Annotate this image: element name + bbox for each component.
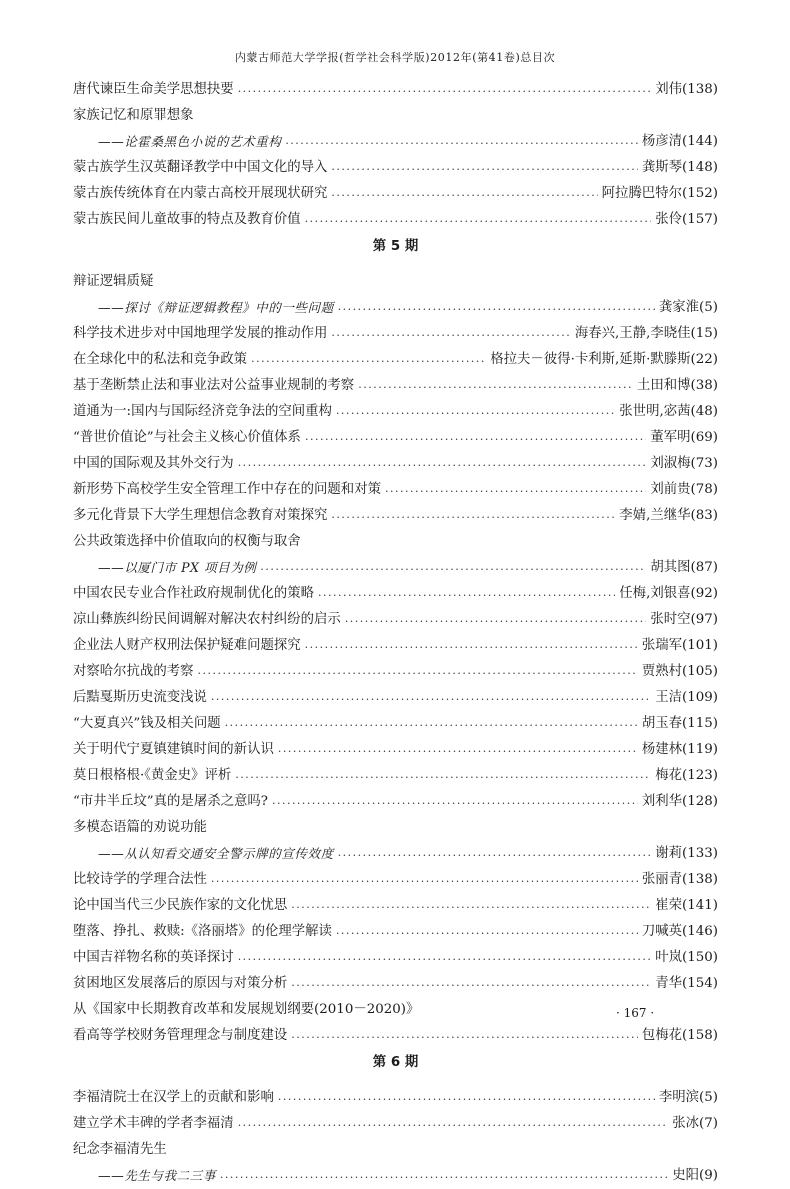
entry-author-page: 海春兴,王静,李晓佳(15) <box>574 326 718 341</box>
dot-leader <box>336 923 638 945</box>
entry-title: 中国农民专业合作社政府规制优化的策略 <box>73 586 315 601</box>
dot-leader <box>198 663 638 685</box>
entry-author-page: 任梅,刘银喜(92) <box>619 586 718 601</box>
toc-entry <box>73 659 718 685</box>
entry-author-page: 刘利华(128) <box>641 794 718 809</box>
entry-author-page: 张世明,宓茜(48) <box>619 404 718 419</box>
dot-leader <box>318 585 615 607</box>
entry-title: 李福清院士在汉学上的贡献和影响 <box>73 1090 274 1105</box>
entry-author-page: 张冰(7) <box>672 1116 718 1131</box>
entry-title: 多元化背景下大学生理想信念教育对策探究 <box>73 508 328 523</box>
toc-entry <box>73 945 718 971</box>
entry-title: “市井半丘坟”真的是屠杀之意吗? <box>73 794 268 809</box>
entry-title: 蒙古族民间儿童故事的特点及教育价值 <box>73 212 301 227</box>
toc-subtitle-entry <box>73 841 718 867</box>
entry-author-page: 青华(154) <box>655 976 718 991</box>
entry-author-page: 梅花(123) <box>655 768 718 783</box>
dot-leader <box>272 793 638 815</box>
toc-entry <box>73 477 718 503</box>
entry-author-page: 胡玉春(115) <box>641 716 718 731</box>
toc-entry <box>73 971 718 997</box>
entry-author-page: 杨建林(119) <box>641 742 718 757</box>
dot-leader <box>331 507 615 529</box>
toc-entry <box>73 399 718 425</box>
entry-title: 蒙古族学生汉英翻译教学中中国文化的导入 <box>73 160 328 175</box>
toc-subtitle-entry <box>73 295 718 321</box>
dot-leader <box>238 949 652 971</box>
toc-title-line: 家族记忆和原罪想象 <box>73 108 194 123</box>
entry-title: 比较诗学的学理合法性 <box>73 872 207 887</box>
entry-title: 中国的国际观及其外交行为 <box>73 456 234 471</box>
dot-leader <box>220 1167 668 1189</box>
entry-title: 道通为一:国内与国际经济竞争法的空间重构 <box>73 404 332 419</box>
toc-entry <box>73 789 718 815</box>
entry-author-page: 胡其图(87) <box>650 560 718 575</box>
entry-author-page: 李婧,兰继华(83) <box>619 508 718 523</box>
entry-author-page: 张伶(157) <box>655 212 718 227</box>
page-number: · 167 · <box>616 1006 655 1020</box>
entry-author-page: 阿拉腾巴特尔(152) <box>601 186 718 201</box>
entry-author-page: 张瑞军(101) <box>641 638 718 653</box>
toc-entry <box>73 77 718 103</box>
toc-title-line: 纪念李福清先生 <box>73 1142 167 1157</box>
dot-leader <box>338 299 655 321</box>
entry-author-page: 董军明(69) <box>650 430 718 445</box>
dot-leader <box>331 159 637 181</box>
entry-title: 贫困地区发展落后的原因与对策分析 <box>73 976 288 991</box>
dot-leader <box>211 689 651 711</box>
entry-title: 基于垄断禁止法和事业法对公益事业规制的考察 <box>73 378 355 393</box>
toc-entry <box>73 685 718 711</box>
toc-entry <box>73 321 718 347</box>
entry-title: “普世价值论”与社会主义核心价值体系 <box>73 430 301 445</box>
section-spacer <box>73 261 718 269</box>
toc-entry <box>73 737 718 763</box>
toc-entry <box>73 633 718 659</box>
entry-title: 科学技术进步对中国地理学发展的推动作用 <box>73 326 328 341</box>
entry-author-page: 刀喊英(146) <box>641 924 718 939</box>
dot-leader <box>305 429 646 451</box>
dot-leader <box>291 897 651 919</box>
dot-leader <box>331 325 570 347</box>
toc-title-line: 从《国家中长期教育改革和发展规划纲要(2010－2020)》 <box>73 1002 420 1017</box>
entry-author-page: 格拉夫－彼得·卡利斯,延斯·默滕斯(22) <box>490 352 718 367</box>
dot-leader <box>305 637 638 659</box>
entry-author-page: 谢莉(133) <box>655 846 718 861</box>
entry-author-page: 包梅花(158) <box>641 1028 718 1043</box>
table-of-contents <box>73 77 718 1189</box>
toc-subtitle-entry <box>73 1163 718 1189</box>
dot-leader <box>225 715 638 737</box>
entry-author-page: 张时空(97) <box>650 612 718 627</box>
running-header: 内蒙古师范大学学报(哲学社会科学版)2012年(第41卷)总目次 <box>234 51 556 64</box>
toc-entry <box>73 181 718 207</box>
toc-title-line: 辩证逻辑质疑 <box>73 274 154 289</box>
entry-title: ——从认知看交通安全警示牌的宣传效度 <box>98 846 334 861</box>
entry-title: 新形势下高校学生安全管理工作中存在的问题和对策 <box>73 482 381 497</box>
dot-leader <box>331 185 597 207</box>
dot-leader <box>211 871 638 893</box>
entry-author-page: 龚斯琴(148) <box>641 160 718 175</box>
toc-entry <box>73 155 718 181</box>
entry-title: 企业法人财产权刑法保护疑难问题探究 <box>73 638 301 653</box>
entry-title: 蒙古族传统体育在内蒙古高校开展现状研究 <box>73 186 328 201</box>
issue-heading: 第 5 期 <box>372 239 419 254</box>
entry-title: ——探讨《辩证逻辑教程》中的一些问题 <box>98 300 334 315</box>
dot-leader <box>305 211 652 233</box>
toc-entry <box>73 1085 718 1111</box>
dot-leader <box>358 377 633 399</box>
dot-leader <box>285 133 638 155</box>
entry-author-page: 贾熟村(105) <box>641 664 718 679</box>
dot-leader <box>336 403 615 425</box>
entry-author-page: 土田和博(38) <box>636 378 718 393</box>
entry-author-page: 刘伟(138) <box>655 82 718 97</box>
dot-leader <box>238 1115 669 1137</box>
issue-heading: 第 6 期 <box>372 1055 419 1070</box>
dot-leader <box>278 1089 655 1111</box>
entry-author-page: 杨彦清(144) <box>641 134 718 149</box>
entry-title: 唐代谏臣生命美学思想抉要 <box>73 82 234 97</box>
entry-title: 莫日根格根·《黄金史》评析 <box>73 768 232 783</box>
entry-author-page: 龚家淮(5) <box>658 300 718 315</box>
entry-author-page: 刘前贵(78) <box>650 482 718 497</box>
entry-title: ——以厦门市 PX 项目为例 <box>98 560 257 575</box>
dot-leader <box>278 741 638 763</box>
dot-leader <box>235 767 651 789</box>
dot-leader <box>291 975 651 997</box>
entry-author-page: 史阳(9) <box>672 1168 718 1183</box>
entry-author-page: 崔荣(141) <box>655 898 718 913</box>
entry-title: 看高等学校财务管理理念与制度建设 <box>73 1028 288 1043</box>
entry-author-page: 张丽青(138) <box>641 872 718 887</box>
dot-leader <box>238 455 647 477</box>
entry-title: 凉山彝族纠纷民间调解对解决农村纠纷的启示 <box>73 612 341 627</box>
toc-entry <box>73 1023 718 1049</box>
toc-entry <box>73 425 718 451</box>
toc-title-line: 公共政策选择中价值取向的权衡与取舍 <box>73 534 301 549</box>
entry-author-page: 李明滨(5) <box>658 1090 718 1105</box>
entry-title: 关于明代宁夏镇建镇时间的新认识 <box>73 742 274 757</box>
toc-entry <box>73 919 718 945</box>
entry-author-page: 叶岚(150) <box>655 950 718 965</box>
toc-entry <box>73 207 718 233</box>
toc-entry <box>73 503 718 529</box>
toc-entry <box>73 607 718 633</box>
entry-title: ——论霍桑黑色小说的艺术重构 <box>98 134 282 149</box>
dot-leader <box>260 559 646 581</box>
dot-leader <box>251 351 486 373</box>
toc-entry <box>73 1111 718 1137</box>
toc-entry <box>73 867 718 893</box>
dot-leader <box>238 81 652 103</box>
entry-title: “大夏真兴”钱及相关问题 <box>73 716 221 731</box>
toc-subtitle-entry <box>73 129 718 155</box>
dot-leader <box>385 481 646 503</box>
entry-title: 后黠戛斯历史流变浅说 <box>73 690 207 705</box>
toc-entry <box>73 711 718 737</box>
entry-title: 中国吉祥物名称的英译探讨 <box>73 950 234 965</box>
toc-entry <box>73 347 718 373</box>
dot-leader <box>345 611 647 633</box>
toc-entry <box>73 763 718 789</box>
entry-title: 建立学术丰碑的学者李福清 <box>73 1116 234 1131</box>
toc-title-line: 多模态语篇的劝说功能 <box>73 820 207 835</box>
toc-entry <box>73 451 718 477</box>
entry-title: 论中国当代三少民族作家的文化忧思 <box>73 898 288 913</box>
dot-leader <box>338 845 652 867</box>
entry-title: 对察哈尔抗战的考察 <box>73 664 194 679</box>
section-spacer <box>73 1077 718 1085</box>
toc-entry <box>73 893 718 919</box>
toc-entry <box>73 373 718 399</box>
entry-author-page: 王洁(109) <box>655 690 718 705</box>
entry-title: 在全球化中的私法和竞争政策 <box>73 352 248 367</box>
dot-leader <box>291 1027 638 1049</box>
entry-title: 堕落、挣扎、救赎:《洛丽塔》的伦理学解读 <box>73 924 332 939</box>
toc-subtitle-entry <box>73 555 718 581</box>
toc-entry <box>73 581 718 607</box>
entry-title: ——先生与我二三事 <box>98 1168 216 1183</box>
entry-author-page: 刘淑梅(73) <box>650 456 718 471</box>
